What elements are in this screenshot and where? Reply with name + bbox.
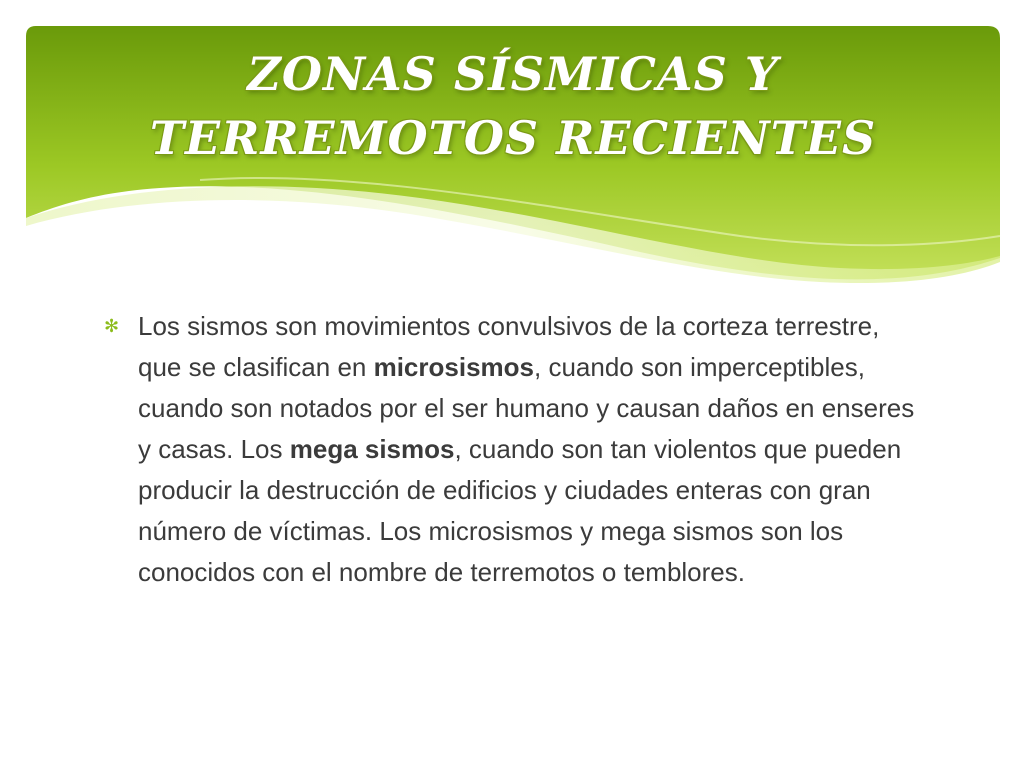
term-microsismos: microsismos bbox=[373, 352, 534, 382]
content-body bbox=[104, 306, 924, 593]
bullet-item bbox=[104, 306, 924, 593]
slide-title: ZONAS SÍSMICAS Y TERREMOTOS RECIENTES bbox=[149, 47, 877, 165]
asterisk-bullet-icon: ✻ bbox=[104, 316, 120, 337]
bullet-paragraph bbox=[138, 306, 924, 593]
paragraph-text-part2: , cuando son imperceptibles, cuando son notados por el ser humano y causan daños en enseres y casas. Los bbox=[138, 352, 915, 464]
paragraph-text-part3: , cuando son tan violentos que pueden producir la destrucción de edificios y ciudades enteras con gran número de víctimas. Los microsismos y mega sismos son los conocidos con el nombre de terremotos o temblores. bbox=[138, 434, 902, 587]
paragraph-text-part1: Los sismos son movimientos convulsivos de la corteza terrestre, que se clasifican en bbox=[138, 311, 880, 382]
term-mega-sismos: mega sismos bbox=[289, 434, 455, 464]
